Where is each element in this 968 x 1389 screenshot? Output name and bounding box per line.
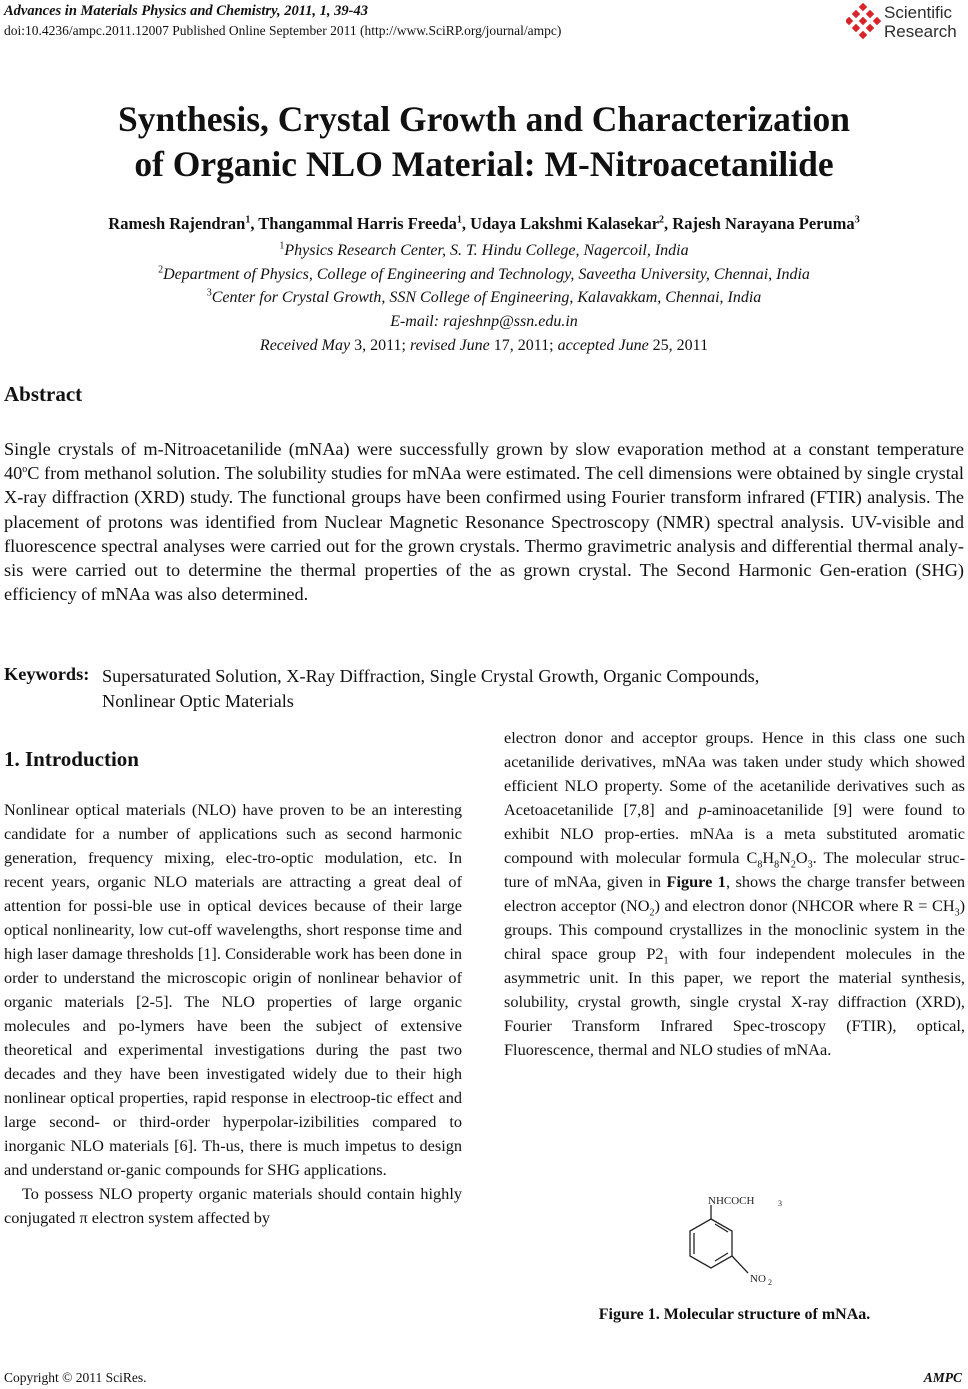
text-run: ) and electron donor (NHCOR where R = CH [654,896,955,915]
formula-el: O [795,848,808,867]
formula-el: H [762,848,775,867]
formula-sub: 8 [757,859,763,871]
affil-text: Center for Crystal Growth, SSN College of Engineering, Kalavakkam, Chennai, India [211,289,762,306]
no2-sub: 2 [768,1278,772,1287]
logo-line-2: Research [884,22,957,41]
figure-caption: Figure 1. Molecular structure of mNAa. [598,1306,871,1323]
publisher-logo [846,3,964,43]
journal-abbr-footer: AMPC [923,1370,962,1385]
author-sep: , [664,214,673,233]
author-sep: , [461,214,471,233]
formula-el: N [779,848,791,867]
affiliation-1 [0,242,968,260]
degree-sup: o [22,464,28,476]
formula-sub: 3 [954,907,960,919]
nhcoch3-label: NHCOCH [708,1195,755,1207]
keywords-line-2: Nonlinear Optic Materials [102,691,294,711]
revised-label: revised June [409,337,490,354]
molecular-structure-figure [686,1193,796,1290]
intro-paragraph-3 [504,726,965,1062]
author-name: Udaya Lakshmi Kalasekar [470,214,660,233]
affil-sup: 2 [158,264,164,276]
accepted-date: 25, 2011 [648,337,709,354]
author-name: Ramesh Rajendran [108,214,246,233]
author-affil-sup: 2 [659,214,665,226]
formula-sub: 3 [807,859,813,871]
text-run: -aminoacetanilide [9] were found to exhibit NLO prop-erties. mNAa is a meta substituted aromatic compound with molecular formula C [504,800,966,867]
left-column [4,798,462,1230]
keywords-label: Keywords: [4,664,90,684]
logo-mark-icon [846,3,882,41]
accepted-label: accepted June [557,337,649,354]
author-affil-sup: 3 [854,214,860,226]
journal-header [4,3,368,20]
abstract-part-a: Single crystals of m-Nitroacetanilide (mNAa) were successfully grown by slow evaporation method at a constant temperature 40 [4,439,964,484]
text-run: ) groups. This compound crystallizes in the monoclinic system in the chiral space group P2 [504,896,965,963]
abstract-heading: Abstract [4,382,83,406]
author-sep: , [250,214,259,233]
formula-sub: 2 [649,907,655,919]
text-run: , shows the charge transfer between electron acceptor (NO [504,872,965,915]
keywords-text [102,664,962,714]
affiliation-3 [0,289,968,307]
journal-name: Advances in Materials Physics and Chemistry [4,3,277,19]
received-date: 3, 2011; [350,337,410,354]
copyright-footer: Copyright © 2011 SciRes. [4,1370,147,1385]
formula-sub: 1 [663,955,669,967]
formula-sub: 8 [774,859,780,871]
received-label: Received May [259,337,351,354]
nhcoch3-sub: 3 [778,1199,782,1208]
no2-label: NO [750,1273,766,1285]
affil-sup: 1 [279,240,285,252]
author-name: Thangammal Harris Freeda [258,214,457,233]
title-line-1: Synthesis, Crystal Growth and Characterization [117,99,850,139]
doi-line: doi:10.4236/ampc.2011.12007 Published Online September 2011 (http://www.SciRP.org/journal/ampc) [4,23,562,38]
author-name: Rajesh Narayana Peruma [672,214,855,233]
journal-volume: , 2011, 1, 39-43 [276,3,368,19]
italic-run: p [698,800,707,819]
affil-sup: 3 [206,287,212,299]
author-affil-sup: 1 [245,214,251,226]
affil-text: Department of Physics, College of Engineering and Technology, Saveetha University, Chennai, India [163,266,810,283]
logo-line-1: Scientific [884,3,953,22]
right-column [504,726,965,1062]
text-run: electron donor and acceptor groups. Hence in this class one such acetanilide derivatives, mNAa was taken under study which showed efficient NLO property. Some of the acetanilide derivatives such as Acetoacetanilide [7,8] and [504,728,965,819]
text-run: with four independent molecules in the asymmetric unit. In this paper, we report the material synthesis, solubility, crystal growth, single crystal X-ray diffraction (XRD), Fourier Transform Infrared Spec-troscopy (FTIR), optical, Fluorescence, thermal and NLO studies of mNAa. [504,944,965,1059]
keywords-line-1: Supersaturated Solution, X-Ray Diffraction, Single Crystal Growth, Organic Compounds, [102,666,760,686]
figure-reference: Figure 1 [666,872,726,891]
benzene-ring-diagram [686,1193,796,1290]
abstract-part-b: C from methanol solution. The solubility studies for mNAa were estimated. The cell dimensions were obtained by single crystal X-ray diffraction (XRD) study. The functional groups have been confirmed using Fourier transform infrared (FTIR) analysis. The placement of protons was identified from Nuclear Magnetic Resonance Spectroscopy (NMR) spectral analysis. UV-visible and fluorescence spectral analyses were carried out for the grown crystals. Thermo gravimetric analysis and differential thermal analy-sis were carried out to determine the thermal properties of the as grown crystal. The Second Harmonic Gen-eration (SHG) efficiency of mNAa was also determined. [4,463,964,605]
affil-text: Physics Research Center, S. T. Hindu College, Nagercoil, India [284,242,689,259]
text-run: . The molecular struc-ture of mNAa, given in [504,848,965,891]
section-heading-introduction: 1. Introduction [4,747,139,771]
intro-paragraph-1: Nonlinear optical materials (NLO) have proven to be an interesting candidate for a number of applications such as second harmonic generation, frequency mixing, elec-tro-optic modulation, etc. In recent years, organic NLO materials are attracting a great deal of attention for possi-ble use in optical devices because of their large optical nonlinearity, low cut-off wavelengths, short response time and high laser damage thresholds [1]. Considerable work has been done in order to understand the microscopic origin of nonlinear behavior of organic materials [2-5]. The NLO properties of large organic molecules and po-lymers have been the subject of extensive theoretical and experimental investigations during the past two decades and they have been investigated widely due to their high nonlinear optical properties, rapid response in electroop-tic effect and large second- or third-order hyperpolar-izibilities compared to inorganic NLO materials [6]. Th-us, there is much impetus to design and understand or-ganic compounds for SHG applications. [4,800,462,1179]
received-line [0,337,968,355]
email-line: E-mail: rajeshnp@ssn.edu.in [390,313,578,330]
paper-title [0,97,968,187]
revised-date: 17, 2011; [489,337,558,354]
abstract-text [4,437,964,606]
author-affil-sup: 1 [456,214,462,226]
title-line-2: of Organic NLO Material: M-Nitroacetanilide [134,144,834,184]
logo-text [884,3,957,41]
formula-sub: 2 [790,859,796,871]
affiliation-2 [0,266,968,284]
intro-paragraph-2: To possess NLO property organic materials should contain highly conjugated π electron system affected by [4,1184,462,1227]
author-list [0,214,968,234]
